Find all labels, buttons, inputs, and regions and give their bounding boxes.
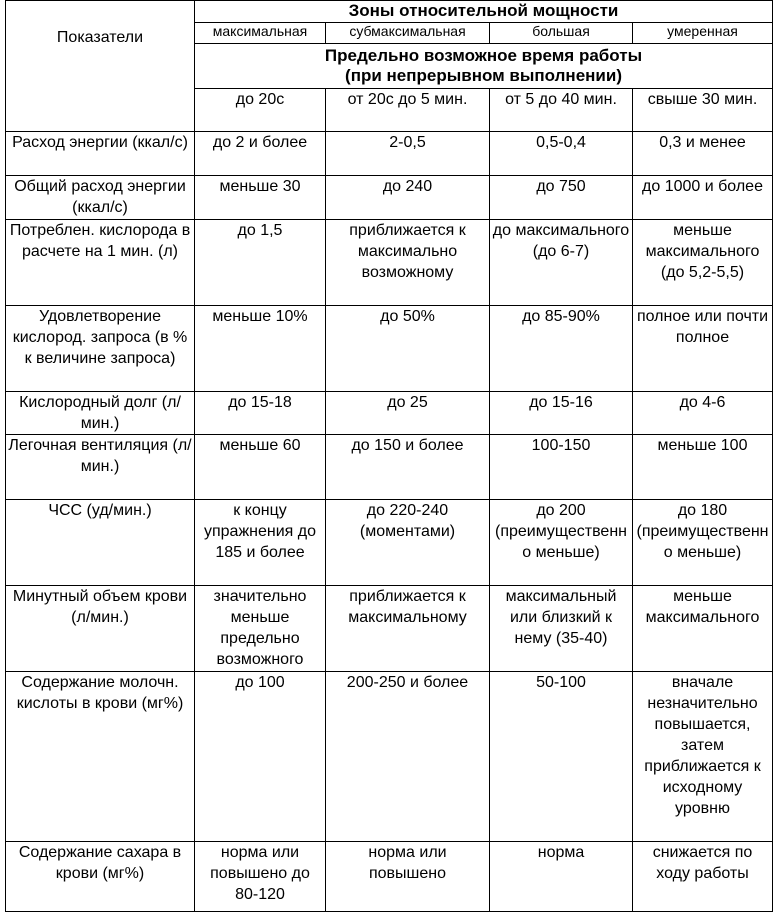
cell-submax: до 50% — [326, 306, 490, 392]
header-row-zones — [6, 1, 773, 23]
table-row — [6, 392, 773, 435]
time-title — [195, 44, 773, 89]
table-row — [6, 586, 773, 672]
cell-max: к концу упражнения до 185 и более — [195, 500, 326, 586]
cell-max: до 1,5 — [195, 220, 326, 306]
cell-moderate: меньше 100 — [633, 435, 773, 500]
indicators-header: Показатели — [6, 1, 195, 132]
cell-max: меньше 60 — [195, 435, 326, 500]
cell-max: до 100 — [195, 672, 326, 842]
table-row — [6, 220, 773, 306]
cell-large: до максимального (до 6-7) — [490, 220, 633, 306]
cell-submax: норма или повышено — [326, 842, 490, 912]
zone-name-large: большая — [490, 23, 633, 44]
row-label: Общий расход энергии (ккал/с) — [6, 176, 195, 220]
time-max: до 20с — [195, 89, 326, 132]
cell-moderate: меньше максимального (до 5,2-5,5) — [633, 220, 773, 306]
row-label: Потреблен. кислорода в расчете на 1 мин. (л) — [6, 220, 195, 306]
cell-submax: 200-250 и более — [326, 672, 490, 842]
cell-large: норма — [490, 842, 633, 912]
table-row — [6, 132, 773, 176]
cell-submax: 2-0,5 — [326, 132, 490, 176]
row-label: Содержание сахара в крови (мг%) — [6, 842, 195, 912]
row-label: Удовлетворение кислород. запроса (в % к величине запроса) — [6, 306, 195, 392]
row-label: ЧСС (уд/мин.) — [6, 500, 195, 586]
row-label: Расход энергии (ккал/с) — [6, 132, 195, 176]
cell-large: до 750 — [490, 176, 633, 220]
cell-moderate: полное или почти полное — [633, 306, 773, 392]
table-row — [6, 842, 773, 912]
cell-max: до 15-18 — [195, 392, 326, 435]
time-large: от 5 до 40 мин. — [490, 89, 633, 132]
cell-submax: до 25 — [326, 392, 490, 435]
cell-max: до 2 и более — [195, 132, 326, 176]
cell-large: максимальный или близкий к нему (35-40) — [490, 586, 633, 672]
zone-name-moderate: умеренная — [633, 23, 773, 44]
row-label: Кислородный долг (л/мин.) — [6, 392, 195, 435]
cell-large: 50-100 — [490, 672, 633, 842]
cell-max: норма или повышено до 80-120 — [195, 842, 326, 912]
cell-large: до 85-90% — [490, 306, 633, 392]
cell-large: 100-150 — [490, 435, 633, 500]
table-row — [6, 500, 773, 586]
time-submax: от 20с до 5 мин. — [326, 89, 490, 132]
cell-large: до 200 (преимущественно меньше) — [490, 500, 633, 586]
cell-moderate: снижается по ходу работы — [633, 842, 773, 912]
cell-max: меньше 30 — [195, 176, 326, 220]
cell-submax: до 240 — [326, 176, 490, 220]
cell-submax: приближается к максимальному — [326, 586, 490, 672]
cell-submax: до 220-240 (моментами) — [326, 500, 490, 586]
table-row — [6, 672, 773, 842]
zones-title: Зоны относительной мощности — [195, 1, 773, 23]
cell-moderate: меньше максимального — [633, 586, 773, 672]
time-title-line-2: (при непрерывном выполнении) — [345, 66, 622, 85]
cell-moderate: до 180 (преимущественно меньше) — [633, 500, 773, 586]
zone-name-submax: субмаксимальная — [326, 23, 490, 44]
cell-max: меньше 10% — [195, 306, 326, 392]
cell-submax: приближается к максимально возможному — [326, 220, 490, 306]
cell-moderate: 0,3 и менее — [633, 132, 773, 176]
cell-moderate: до 4-6 — [633, 392, 773, 435]
zone-name-max: максимальная — [195, 23, 326, 44]
table-row — [6, 176, 773, 220]
zones-table — [5, 0, 773, 912]
cell-large: 0,5-0,4 — [490, 132, 633, 176]
row-label: Содержание молочн. кислоты в крови (мг%) — [6, 672, 195, 842]
cell-moderate: вначале незначительно повышается, затем приближается к исходному уровню — [633, 672, 773, 842]
time-title-line-1: Предельно возможное время работы — [324, 46, 643, 65]
cell-large: до 15-16 — [490, 392, 633, 435]
cell-moderate: до 1000 и более — [633, 176, 773, 220]
table-row — [6, 306, 773, 392]
time-moderate: свыше 30 мин. — [633, 89, 773, 132]
cell-submax: до 150 и более — [326, 435, 490, 500]
row-label: Минутный объем крови (л/мин.) — [6, 586, 195, 672]
cell-max: значительно меньше предельно возможного — [195, 586, 326, 672]
table-row — [6, 435, 773, 500]
row-label: Легочная вентиляция (л/мин.) — [6, 435, 195, 500]
